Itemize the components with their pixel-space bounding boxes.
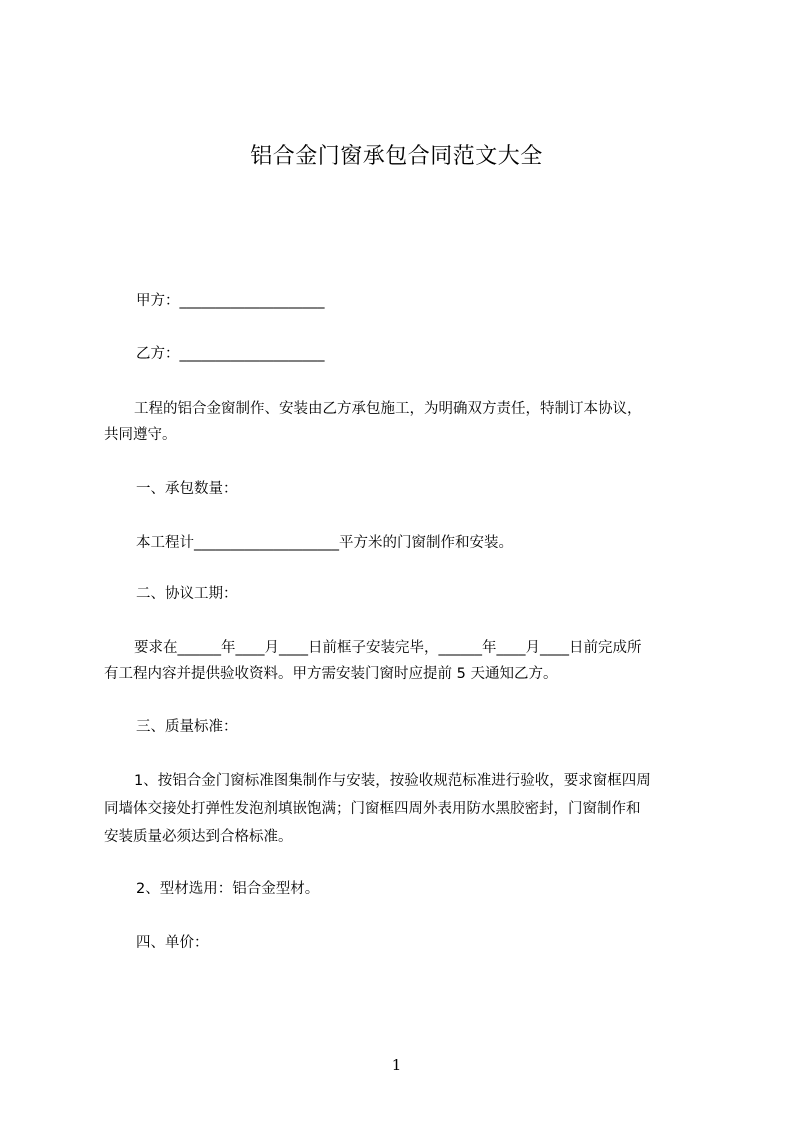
document-title: 铝合金门窗承包合同范文大全 [250, 144, 543, 169]
section3-item1-line-2: 同墙体交接处打弹性发泡剂填嵌饱满；门窗框四周外表用防水黑胶密封，门窗制作和 [104, 801, 641, 817]
section2-text-line-2: 有工程内容并提供验收资料。甲方需安装门窗时应提前 5 天通知乙方。 [104, 666, 558, 682]
section3-item1-line-1: 1、按铝合金门窗标准图集制作与安装，按验收规范标准进行验收，要求窗框四周 [134, 773, 651, 789]
intro-line-1: 工程的铝合金窗制作、安装由乙方承包施工，为明确双方责任，特制订本协议， [134, 401, 642, 417]
party-b-line: 乙方：____________________ [136, 346, 325, 362]
section3-item2: 2、型材选用：铝合金型材。 [136, 881, 320, 897]
section3-item1-line-3: 安装质量必须达到合格标准。 [104, 829, 293, 845]
section1-text: 本工程计____________________平方米的门窗制作和安装。 [136, 535, 513, 551]
page-number: 1 [391, 1056, 402, 1074]
section3-heading: 三、质量标准： [136, 719, 238, 735]
section2-heading: 二、协议工期： [136, 586, 238, 602]
section1-heading: 一、承包数量： [136, 481, 238, 497]
party-a-line: 甲方：____________________ [136, 293, 325, 309]
intro-line-2: 共同遵守。 [104, 427, 177, 443]
section4-heading: 四、单价： [136, 935, 209, 951]
section2-text-line-1: 要求在______年____月____日前框子安装完毕，______年____月____日前完成所 [134, 640, 642, 656]
